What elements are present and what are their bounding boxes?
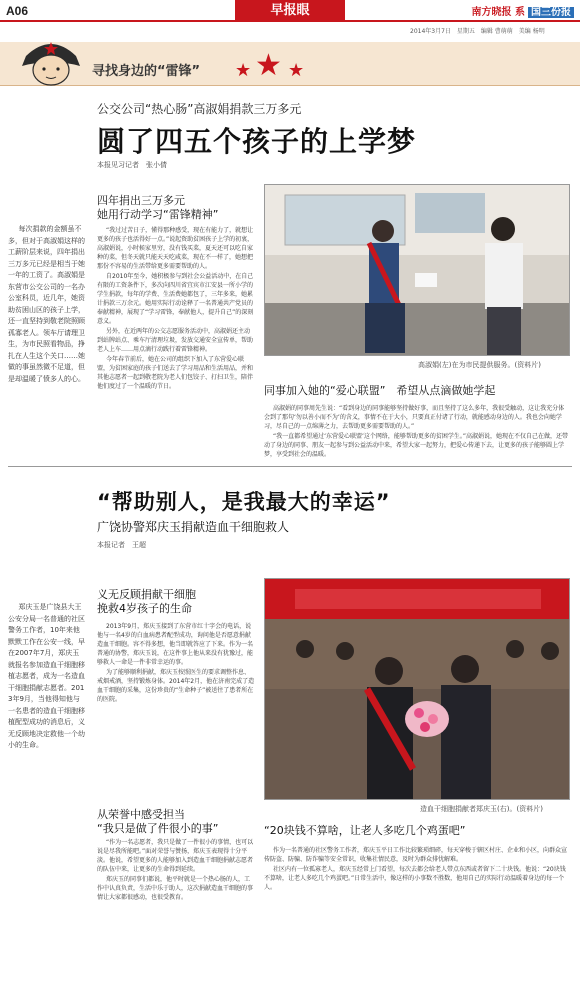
lei-feng-cartoon-icon [20, 36, 82, 88]
article2-photo-caption: 造血干细胞捐献者郑庆玉(右)。(资料片) [420, 805, 543, 813]
star-icon: ★ [255, 48, 282, 83]
article1-sidebar [8, 224, 86, 464]
body-paragraph: 2013年9月，郑庆玉接到了东营市红十字会的电话，说他与一名4岁的白血病患者配型成功，询问他是否愿意捐献造血干细胞。容不得多想，他当即就答应了下来。作为一名普通的协警，郑庆玉说，在这件事上他从来没有犹豫过，能够救人一命是一件非常幸运的事。 [97, 623, 254, 666]
body-paragraph: 另外，在近两年的公交志愿服务活动中，高淑娟还主动到站牌站点、乘车厅清理垃圾，发放交通安全宣传单，帮助老人上车……用点滴行动践行着雷锋精神。 [97, 328, 254, 353]
column-banner [0, 42, 580, 86]
page-number: A06 [6, 4, 29, 18]
body-paragraph: “我过过苦日子，懂得那种感受，现在有能力了，就想让更多的孩子也活得好一点。”说起资助贫困孩子上学的初衷，高淑娟说，小时候家里穷，没有钱买菜，夏天还可以吃自家种的菜，但冬天就只能天天吃咸菜，现在不一样了，她想把那份不容易的生活带给更多需要帮助的人。 [97, 227, 254, 270]
article1-overhead: 公交公司“热心肠”高淑娟捐款三万多元 [97, 102, 302, 116]
body-paragraph: 今年春节前后，她在公司的组织下加入了东营爱心联盟，为贫困家庭的孩子们送去了学习用品和生活用品，并和其他志愿者一起到敬老院为老人们包饺子、打扫卫生，陪伴他们度过了一个温暖的节日。 [97, 356, 254, 390]
body-paragraph: “我一直都希望通过‘东营爱心联盟’这个网络，能够帮助更多的贫困学生。”高淑娟说，她现在不仅自己在做，还带动了身边的同事、朋友一起参与到公益活动中来，希望大家一起努力，把爱心传递下去，让更多的孩子能够圆上学梦，享受到社会的温暖。 [264, 433, 569, 458]
article1-headline: 圆了四五个孩子的上学梦 [97, 125, 417, 158]
article2-subhead-2: 从荣誉中感受担当 “我只是做了件很小的事” [97, 808, 219, 835]
service-counter-photo [265, 185, 570, 356]
body-paragraph: 作为一名普通的社区警务工作者，郑庆玉平日工作比较繁琐细碎，每天穿梭于辖区村庄、企业和小区，向群众宣传防盗、防骗、防诈骗等安全常识，收集社情民意，及时为群众排忧解难。 [264, 847, 568, 863]
article2-body-3 [264, 846, 570, 974]
article2-byline: 本报记者 王超 [97, 541, 146, 549]
article1-body-2 [264, 404, 570, 462]
article2-body-1 [97, 622, 255, 804]
section-divider [8, 466, 572, 467]
banner-title: 寻找身边的“雷锋” [92, 64, 201, 79]
star-icon: ★ [235, 60, 252, 81]
article2-subhead-1: 义无反顾捐献干细胞 挽救4岁孩子的生命 [97, 588, 196, 615]
body-paragraph: “作为一名志愿者，我只是做了一件很小的事情，也可以说是尽我所能吧。”面对荣誉与赞扬，郑庆玉表现得十分平淡。他说，希望更多的人能够加入到造血干细胞捐献志愿者的队伍中来，让更多的生命得到延续。 [97, 839, 254, 873]
article1-photo [264, 184, 570, 356]
article2-sidebar [8, 602, 86, 852]
award-ceremony-photo [265, 579, 570, 800]
article2-headline: “帮助别人，是我最大的幸运” [97, 490, 391, 514]
body-paragraph: 郑庆玉的同事们都说，他平时就是一个热心肠的人，工作中认真负责，生活中乐于助人，这次捐献造血干细胞的事情让大家都很感动，也很受教育。 [97, 876, 254, 901]
newspaper-brand [472, 3, 574, 18]
sidebar-text: 每次捐款的金额虽不多，但对于高淑娟这样的工薪阶层来说，四年捐出三万多元已经是相当于她一年的工资了。高淑娟是东营市公交公司的一名办公室科员，近几年，她资助贫困山区的孩子上学，还一直坚持到敬老院照顾孤寡老人。领车厅请理卫生，为市民照看物品，挣扎在人生这个关口……她做的事虽然微不足道，但是却温暖了愤多人的心。 [8, 225, 85, 383]
star-icon: ★ [288, 60, 305, 81]
body-paragraph: 为了能够顺利捐献，郑庆玉按照医生的要求调整作息、戒烟戒酒，坚持锻炼身体。2014年2月，他在济南完成了造血干细胞的采集，这份珍贵的“生命种子”被送往了患者所在的医院。 [97, 669, 255, 703]
body-paragraph: 社区内有一位孤寡老人，郑庆玉经常上门看望，每次去都会给老人带点东西或者留下二十块钱。他说：“20块钱不算啥，让老人多吃几个鸡蛋吧。”日常生活中，像这样的小事数不胜数，他用自己的实际行动温暖着身边的每一个人。 [264, 866, 566, 891]
article2-body-2 [97, 838, 255, 970]
article2-photo [264, 578, 570, 800]
article1-body-1 [97, 226, 255, 454]
body-paragraph: 高淑娟的同事周先生说：“看到身边的同事能够坚持做好事，而且坚持了这么多年，我很受触动，这让我充分体会到了那句‘勿以善小而不为’的含义，事情不在于大小，只要真正付诸了行动，就能感动身边的人。我也会向她学习，尽自己的一点绵薄之力，去帮助更多需要帮助的人。” [264, 405, 565, 430]
article1-byline: 本报见习记者 张小倩 [97, 161, 167, 169]
brand-tag: 国三份报 [528, 7, 574, 18]
section-name: 早报眼 [235, 0, 345, 22]
article1-photo-caption: 高淑娟(左)在为市民提供服务。(资料片) [418, 361, 541, 369]
article2-subtitle: 广饶协警郑庆玉捐献造血干细胞救人 [97, 520, 290, 534]
brand-name: 南方晓报 系 [471, 7, 525, 18]
article1-subhead-2: 同事加入她的“爱心联盟” 希望从点滴做她学起 [264, 384, 496, 397]
body-paragraph: 自2010年至今，她积极参与到社会公益活动中，在自己有限的工资条件下，多次向四川省宜宾市江安县一所小学的学生捐款，每年的学费、生活费她都包了，三年多来，她累计捐款三万余元。她用实际行动诠释了一名普通共产党员的奉献精神，展现了“学习雷锋，奉献他人，提升自己”的深刻意义。 [97, 273, 254, 325]
article2-subhead-3: “20块钱不算啥，让老人多吃几个鸡蛋吧” [264, 824, 466, 837]
dateline: 2014年3月7日 星期五 编辑 曹萌萌 美编 杨明 [410, 28, 545, 35]
sidebar-text: 郑庆玉是广饶县大王公安分局一名普通的社区警务工作者，10年来他默默工作在公安一线，早在2007年7月，郑庆玉就报名参加造血干细胞移植志愿者，成为一名造血干细胞捐献志愿者。2013年9月，当他得知他与一名患者的造血干细胞移植配型成功的消息后，义无反顾地决定救他一个幼小的生命。 [8, 603, 85, 749]
article1-subhead-1: 四年捐出三万多元 她用行动学习“雷锋精神” [97, 194, 219, 221]
